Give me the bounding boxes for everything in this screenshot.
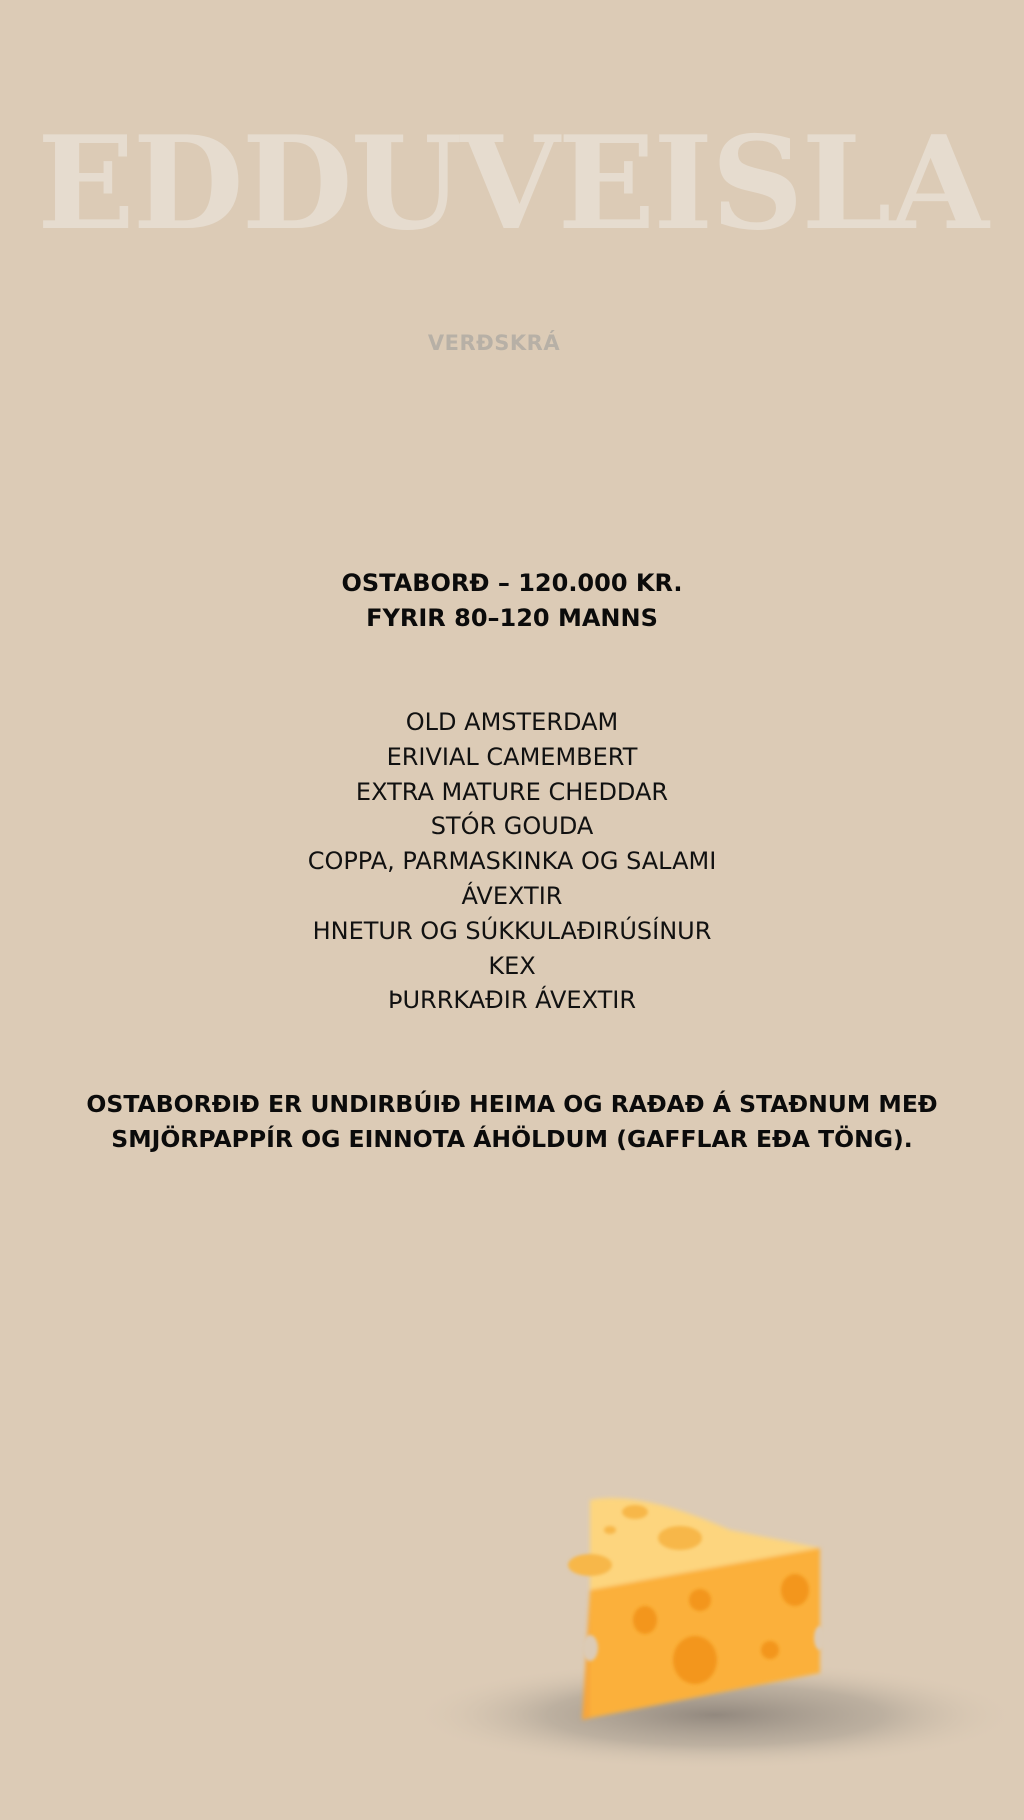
cheese-hole	[814, 1626, 826, 1650]
list-item: OLD AMSTERDAM	[405, 708, 619, 736]
list-item: COPPA, PARMASKINKA OG SALAMI	[307, 847, 717, 876]
list-item: EXTRA MATURE CHEDDAR	[355, 777, 669, 806]
cheese-hole	[568, 1554, 612, 1576]
preparation-note	[40, 1087, 984, 1157]
offer-title-price: OSTABORÐ – 120.000 KR.	[341, 569, 683, 597]
cheese-hole	[604, 1526, 616, 1534]
offer-heading	[0, 566, 1024, 636]
list-item: ÞURRKAÐIR ÁVEXTIR	[387, 986, 637, 1015]
list-item: STÓR GOUDA	[430, 812, 594, 841]
cheese-icon	[410, 1490, 1010, 1780]
cheese-hole	[673, 1636, 717, 1684]
offer-guest-count: FYRIR 80–120 MANNS	[366, 604, 658, 632]
cheese-hole	[582, 1635, 598, 1661]
list-item: ÁVEXTIR	[461, 881, 563, 910]
list-item: KEX	[488, 951, 536, 980]
brand-title: EDDUVEISLA	[37, 109, 987, 259]
preparation-note-line: OSTABORÐIÐ ER UNDIRBÚIÐ HEIMA OG RAÐAÐ Á STAÐNUM MEÐ	[86, 1090, 938, 1118]
cheese-hole	[689, 1589, 711, 1611]
cheese-board-items	[0, 705, 1024, 1018]
preparation-note-line: SMJÖRPAPPÍR OG EINNOTA ÁHÖLDUM (GAFFLAR EÐA TÖNG).	[111, 1125, 913, 1153]
price-list-subtitle: VERÐSKRÁ	[427, 331, 561, 355]
cheese-hole	[761, 1641, 779, 1659]
list-item: ERIVIAL CAMEMBERT	[386, 742, 638, 771]
list-item: HNETUR OG SÚKKULAÐIRÚSÍNUR	[312, 916, 712, 945]
cheese-hole	[622, 1505, 648, 1519]
cheese-hole	[658, 1526, 702, 1550]
cheese-hole	[633, 1606, 657, 1634]
cheese-hole	[781, 1574, 809, 1606]
